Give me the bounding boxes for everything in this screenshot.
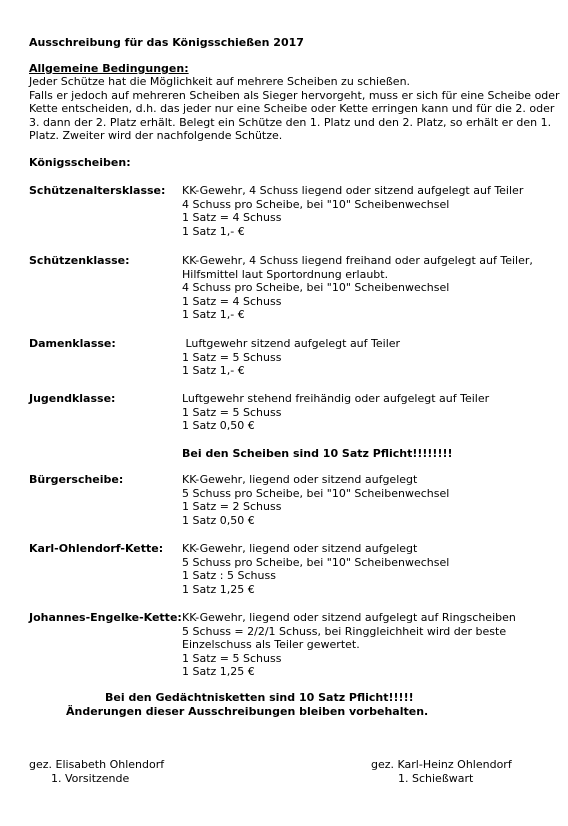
general-line: Kette entscheiden, d.h. das jeder nur eine Scheibe oder Kette erringen kann und für die 2. oder — [29, 102, 555, 116]
class-details-damenklasse — [182, 337, 400, 378]
detail-line: KK-Gewehr, liegend oder sitzend aufgelegt — [182, 542, 418, 555]
detail-line: 1 Satz = 5 Schuss — [182, 350, 282, 364]
detail-line: Einzelschuss als Teiler gewertet. — [182, 638, 360, 652]
pflicht-ketten-note: Bei den Gedächtnisketten sind 10 Satz Pflicht!!!!! — [105, 691, 414, 704]
signature-left-role: 1. Vorsitzende — [51, 772, 130, 785]
detail-line: 1 Satz 1,25 € — [182, 665, 255, 679]
general-text — [29, 75, 560, 143]
detail-line: 1 Satz = 4 Schuss — [182, 211, 282, 225]
class-details-johannes-engelke-kette — [182, 611, 516, 679]
reservation-note: Änderungen dieser Ausschreibungen bleiben vorbehalten. — [66, 705, 429, 718]
class-label-buergerscheibe: Bürgerscheibe: — [29, 473, 124, 486]
detail-line: Luftgewehr stehend freihändig oder aufgelegt auf Teiler — [182, 392, 490, 405]
signature-right-name: gez. Karl-Heinz Ohlendorf — [371, 758, 512, 771]
class-label-johannes-engelke-kette: Johannes-Engelke-Kette: — [29, 611, 182, 624]
detail-line: 1 Satz = 5 Schuss — [182, 405, 282, 419]
detail-line: 1 Satz 1,- € — [182, 308, 245, 322]
detail-line: KK-Gewehr, 4 Schuss liegend oder sitzend aufgelegt auf Teiler — [182, 184, 524, 197]
detail-line: Hilfsmittel laut Sportordnung erlaubt. — [182, 267, 389, 281]
detail-line: 4 Schuss pro Scheibe, bei "10" Scheibenwechsel — [182, 197, 450, 211]
class-label-schuetzenklasse: Schützenklasse: — [29, 254, 130, 267]
koenig-heading: Königsscheiben: — [29, 156, 131, 169]
document-title: Ausschreibung für das Königsschießen 2017 — [29, 36, 304, 49]
detail-line: 1 Satz 0,50 € — [182, 513, 255, 527]
class-label-damenklasse: Damenklasse: — [29, 337, 116, 350]
detail-line: 1 Satz 1,- € — [182, 224, 245, 238]
detail-line: 5 Schuss pro Scheibe, bei "10" Scheibenwechsel — [182, 555, 450, 569]
class-details-buergerscheibe — [182, 473, 449, 527]
class-details-schuetzenaltersklasse — [182, 184, 523, 238]
detail-line: 5 Schuss pro Scheibe, bei "10" Scheibenwechsel — [182, 486, 450, 500]
class-details-karl-ohlendorf-kette — [182, 542, 449, 596]
detail-line: 1 Satz = 4 Schuss — [182, 294, 282, 308]
general-line: Platz. Zweiter wird der nachfolgende Schütze. — [29, 129, 283, 143]
detail-line: KK-Gewehr, 4 Schuss liegend freihand oder aufgelegt auf Teiler, — [182, 254, 533, 267]
class-label-jugendklasse: Jugendklasse: — [29, 392, 116, 405]
signature-left-name: gez. Elisabeth Ohlendorf — [29, 758, 165, 771]
general-line: Falls er jedoch auf mehreren Scheiben als Sieger hervorgeht, muss er sich für eine Scheibe oder — [29, 88, 560, 102]
class-details-jugendklasse — [182, 392, 489, 433]
class-label-karl-ohlendorf-kette: Karl-Ohlendorf-Kette: — [29, 542, 164, 555]
detail-line: 1 Satz : 5 Schuss — [182, 569, 276, 583]
detail-line: 1 Satz = 2 Schuss — [182, 500, 282, 514]
detail-line: Luftgewehr sitzend aufgelegt auf Teiler — [182, 337, 401, 350]
detail-line: 4 Schuss pro Scheibe, bei "10" Scheibenwechsel — [182, 281, 450, 295]
detail-line: 5 Schuss = 2/2/1 Schuss, bei Ringgleichheit wird der beste — [182, 624, 507, 638]
signature-right-role: 1. Schießwart — [398, 772, 474, 785]
detail-line: KK-Gewehr, liegend oder sitzend aufgelegt auf Ringscheiben — [182, 611, 516, 624]
class-details-schuetzenklasse — [182, 254, 533, 322]
general-line: Jeder Schütze hat die Möglichkeit auf mehrere Scheiben zu schießen. — [29, 75, 411, 88]
detail-line: KK-Gewehr, liegend oder sitzend aufgelegt — [182, 473, 418, 486]
general-heading: Allgemeine Bedingungen: — [29, 62, 189, 75]
detail-line: 1 Satz 0,50 € — [182, 419, 255, 433]
detail-line: 1 Satz = 5 Schuss — [182, 651, 282, 665]
detail-line: 1 Satz 1,25 € — [182, 582, 255, 596]
general-line: 3. dann der 2. Platz erhält. Belegt ein Schütze den 1. Platz und den 2. Platz, so erhält er den 1. — [29, 115, 552, 129]
detail-line: 1 Satz 1,- € — [182, 364, 245, 378]
class-label-schuetzenaltersklasse: Schützenaltersklasse: — [29, 184, 166, 197]
pflicht-scheiben-note: Bei den Scheiben sind 10 Satz Pflicht!!!!!!!! — [182, 447, 453, 460]
